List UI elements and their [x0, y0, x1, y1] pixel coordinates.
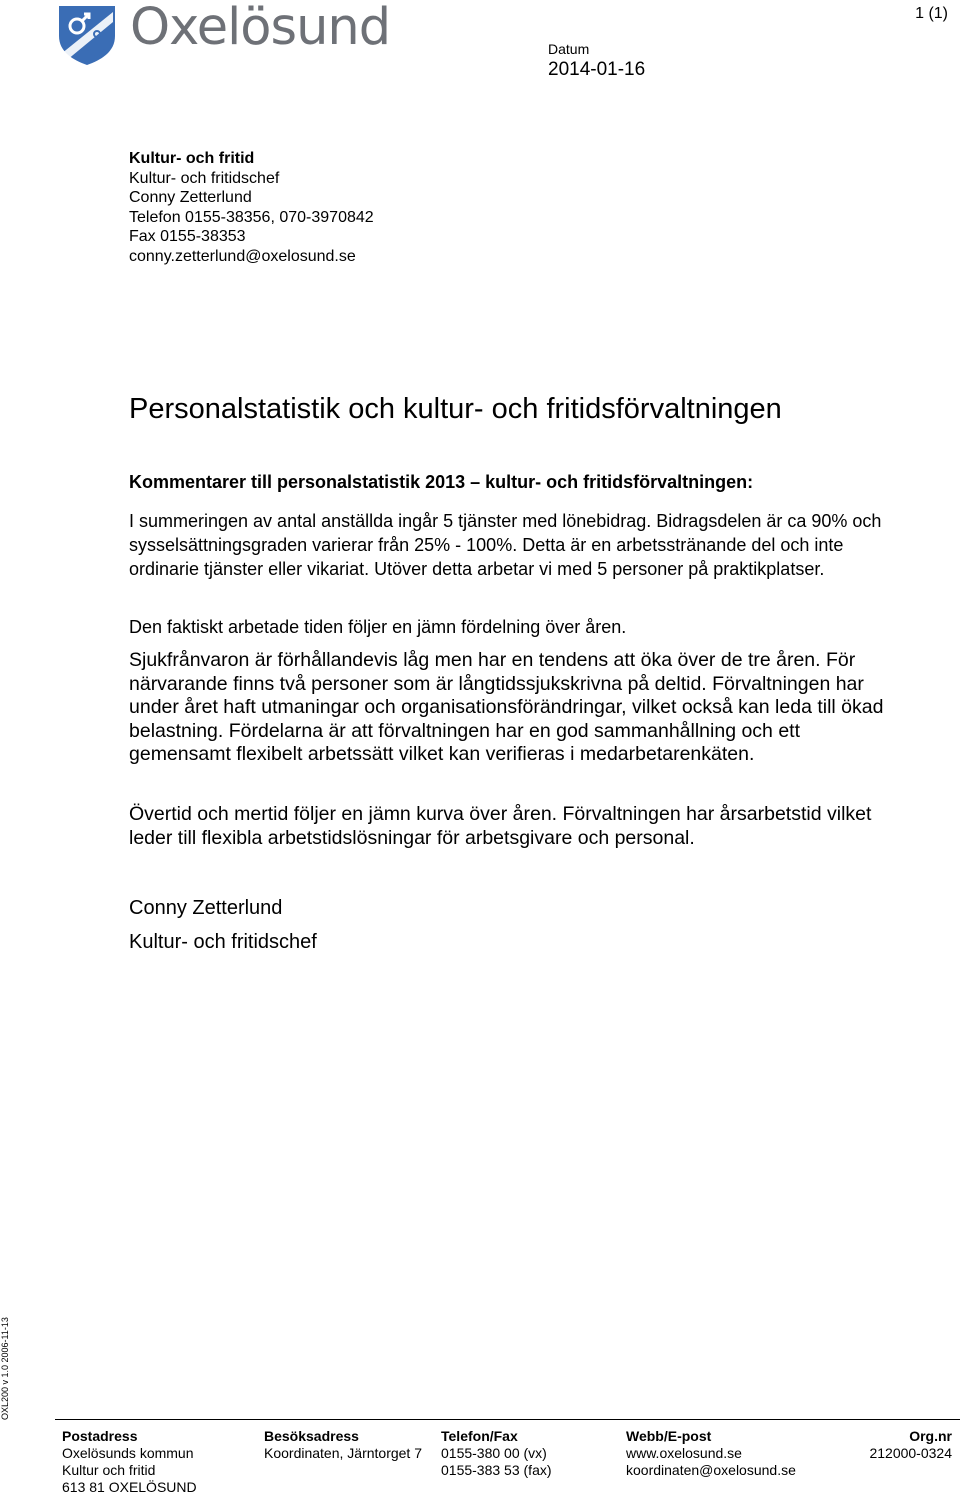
footer-telefon-fax — [441, 1428, 552, 1479]
signature-title: Kultur- och fritidschef — [129, 931, 317, 953]
footer-heading: Webb/E-post — [626, 1428, 712, 1444]
footer-text: 0155-383 53 (fax) — [441, 1462, 552, 1478]
document-title: Personalstatistik och kultur- och fritidsförvaltningen — [129, 393, 782, 425]
sender-block — [129, 149, 374, 266]
sender-name: Conny Zetterlund — [129, 189, 252, 206]
date-label: Datum — [548, 41, 590, 57]
footer-postadress — [62, 1428, 197, 1496]
footer-text: 0155-380 00 (vx) — [441, 1445, 547, 1461]
municipality-logo — [55, 0, 391, 68]
footer-email-link[interactable]: koordinaten@oxelosund.se — [626, 1462, 796, 1478]
footer-website-link[interactable]: www.oxelosund.se — [626, 1445, 742, 1461]
footer-heading: Org.nr — [909, 1428, 952, 1444]
footer-besoksadress — [264, 1428, 422, 1462]
sender-email: conny.zetterlund@oxelosund.se — [129, 247, 356, 265]
footer-text: 613 81 OXELÖSUND — [62, 1479, 197, 1495]
footer-heading: Besöksadress — [264, 1428, 359, 1444]
coat-of-arms-icon — [55, 2, 119, 66]
footer-webb-epost — [626, 1428, 796, 1479]
footer-text: Koordinaten, Järntorget 7 — [264, 1445, 422, 1461]
footer-org-nr — [869, 1428, 952, 1462]
sender-role: Kultur- och fritidschef — [129, 169, 280, 187]
paragraph-1: I summeringen av antal anställda ingår 5 tjänster med lönebidrag. Bidragsdelen är ca 90% och sysselsättningsgraden varierar från 25% - 100%. Detta är en arbetsstränande del och inte ordinarie tjänster eller vikariat. Utöver detta arbetar vi med 5 personer på praktikplatser. — [129, 511, 882, 579]
page-number: 1 (1) — [915, 5, 948, 22]
sender-department: Kultur- och fritid — [129, 150, 255, 167]
sender-fax: Fax 0155-38353 — [129, 228, 246, 245]
footer-divider — [55, 1419, 960, 1420]
logo-wordmark: Oxelösund — [130, 0, 391, 57]
signature-name: Conny Zetterlund — [129, 897, 283, 919]
footer-text: Kultur och fritid — [62, 1462, 156, 1478]
footer-heading: Telefon/Fax — [441, 1428, 518, 1444]
sender-phone: Telefon 0155-38356, 070-3970842 — [129, 208, 374, 226]
document-subheading: Kommentarer till personalstatistik 2013 – kultur- och fritidsförvaltningen: — [129, 472, 754, 492]
footer-text: 212000-0324 — [869, 1445, 952, 1461]
paragraph-4: Övertid och mertid följer en jämn kurva över åren. Förvaltningen har årsarbetstid vilket leder till flexibla arbetstidslösningar för arbetsgivare och personal. — [129, 803, 872, 849]
footer-text: Oxelösunds kommun — [62, 1445, 194, 1461]
footer-heading: Postadress — [62, 1428, 138, 1444]
template-version: OXL200 v 1.0 2006-11-13 — [0, 1317, 10, 1420]
paragraph-2: Den faktiskt arbetade tiden följer en jämn fördelning över åren. — [129, 617, 627, 637]
date-value: 2014-01-16 — [548, 59, 646, 80]
paragraph-3: Sjukfrånvaron är förhållandevis låg men har en tendens att öka över de tre åren. För närvarande finns två personer som är långtidssjukskrivna på deltid. Förvaltningen har under året haft utmaningar och organisationsförändringar, vilket också kan leda till ökad belastning. Fördelarna är att förvaltningen har en god sammanhållning och ett gemensamt flexibelt arbetssätt vilket kan verifieras i medarbetarenkäten. — [129, 649, 884, 765]
